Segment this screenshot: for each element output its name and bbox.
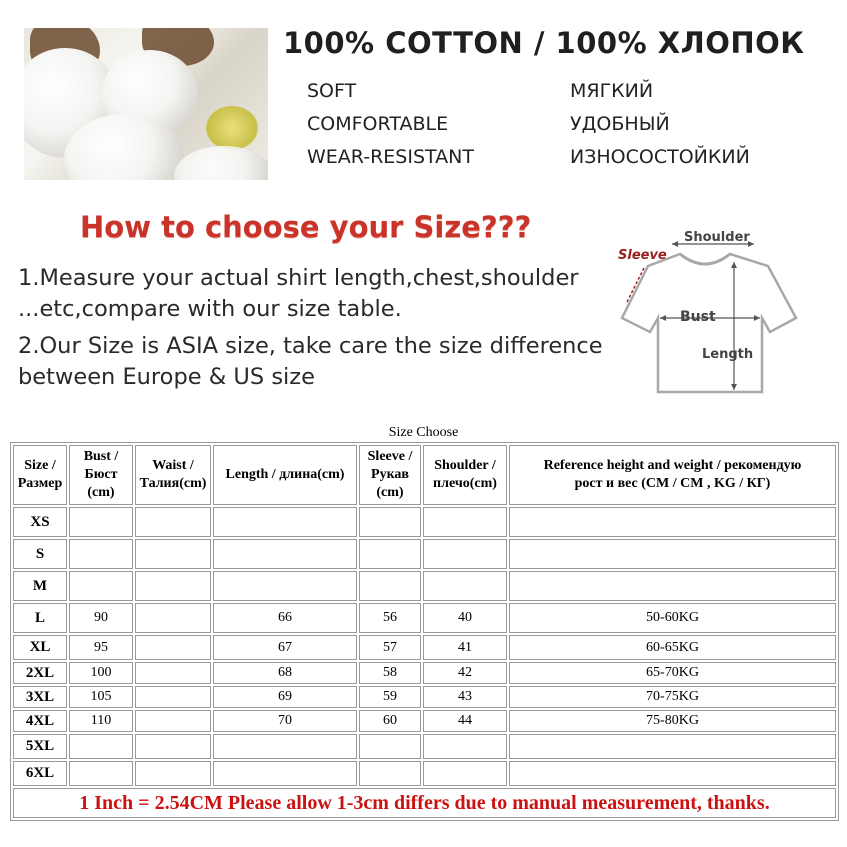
cell-shoulder: 41	[423, 635, 507, 660]
cell-sleeve	[359, 571, 421, 601]
cell-bust	[69, 761, 133, 786]
header-size: Size / Размер	[13, 445, 67, 505]
cell-sleeve	[359, 507, 421, 537]
cell-bust	[69, 571, 133, 601]
cell-reference	[509, 734, 836, 759]
cell-shoulder: 44	[423, 710, 507, 732]
table-row	[13, 662, 836, 684]
cell-waist	[135, 539, 211, 569]
header-length: Length / длина(cm)	[213, 445, 357, 505]
instruction-line-4: between Europe & US size	[18, 364, 315, 390]
cell-reference: 50-60KG	[509, 603, 836, 633]
cell-waist	[135, 662, 211, 684]
cell-length	[213, 539, 357, 569]
diagram-label-bust: Bust	[680, 309, 716, 325]
cell-waist	[135, 734, 211, 759]
table-row	[13, 603, 836, 633]
cell-size: S	[13, 539, 67, 569]
size-chart-table	[10, 442, 839, 821]
cell-bust: 105	[69, 686, 133, 708]
cell-reference	[509, 539, 836, 569]
header-bust: Bust / Бюст (cm)	[69, 445, 133, 505]
feature-en-comfortable: COMFORTABLE	[307, 113, 449, 135]
table-row	[13, 507, 836, 537]
table-caption: Size Choose	[388, 425, 459, 440]
cell-size: 6XL	[13, 761, 67, 786]
cell-length: 68	[213, 662, 357, 684]
table-row	[13, 734, 836, 759]
cotton-photo	[24, 28, 268, 180]
cell-shoulder	[423, 734, 507, 759]
header-shoulder: Shoulder / плечо(cm)	[423, 445, 507, 505]
cell-size: M	[13, 571, 67, 601]
cell-length: 67	[213, 635, 357, 660]
cell-shoulder	[423, 507, 507, 537]
table-row	[13, 571, 836, 601]
cell-shoulder	[423, 539, 507, 569]
cell-length	[213, 507, 357, 537]
diagram-label-length: Length	[702, 347, 754, 362]
cell-waist	[135, 635, 211, 660]
cell-sleeve: 57	[359, 635, 421, 660]
cell-waist	[135, 571, 211, 601]
table-row	[13, 761, 836, 786]
cell-length	[213, 571, 357, 601]
cell-length: 69	[213, 686, 357, 708]
feature-ru-comfortable: УДОБНЫЙ	[570, 113, 670, 135]
table-row	[13, 686, 836, 708]
cell-reference	[509, 761, 836, 786]
cell-length: 66	[213, 603, 357, 633]
table-row	[13, 635, 836, 660]
cell-bust	[69, 734, 133, 759]
diagram-label-shoulder: Shoulder	[684, 230, 750, 245]
table-note-row	[13, 788, 836, 818]
cell-reference	[509, 571, 836, 601]
cell-sleeve: 59	[359, 686, 421, 708]
cell-length	[213, 734, 357, 759]
cell-shoulder	[423, 571, 507, 601]
measurement-note: 1 Inch = 2.54CM Please allow 1-3cm differs due to manual measurement, thanks.	[13, 788, 836, 818]
cell-bust: 90	[69, 603, 133, 633]
table-row	[13, 710, 836, 732]
header-sleeve: Sleeve / Рукав (cm)	[359, 445, 421, 505]
cell-waist	[135, 603, 211, 633]
size-guide-title: How to choose your Size???	[80, 210, 532, 244]
cell-length	[213, 761, 357, 786]
cell-reference: 75-80KG	[509, 710, 836, 732]
cell-size: 2XL	[13, 662, 67, 684]
diagram-label-sleeve: Sleeve	[618, 248, 667, 263]
cell-sleeve	[359, 734, 421, 759]
cell-bust: 100	[69, 662, 133, 684]
cell-size: 4XL	[13, 710, 67, 732]
cell-waist	[135, 761, 211, 786]
instruction-line-2: ...etc,compare with our size table.	[18, 296, 402, 322]
cell-waist	[135, 710, 211, 732]
cell-reference: 60-65KG	[509, 635, 836, 660]
cell-shoulder: 40	[423, 603, 507, 633]
header-reference: Reference height and weight / рекомендую рост и вес (CM / CM , KG / КГ)	[509, 445, 836, 505]
cell-sleeve: 58	[359, 662, 421, 684]
cell-size: L	[13, 603, 67, 633]
cell-size: XS	[13, 507, 67, 537]
table-header-row	[13, 445, 836, 505]
feature-ru-soft: МЯГКИЙ	[570, 80, 654, 102]
cell-sleeve	[359, 761, 421, 786]
cell-reference: 65-70KG	[509, 662, 836, 684]
cell-sleeve: 56	[359, 603, 421, 633]
feature-ru-wear-resistant: ИЗНОСОСТОЙКИЙ	[570, 146, 750, 168]
header-waist: Waist / Талия(cm)	[135, 445, 211, 505]
cell-bust: 95	[69, 635, 133, 660]
cell-bust	[69, 539, 133, 569]
cell-reference: 70-75KG	[509, 686, 836, 708]
cell-size: XL	[13, 635, 67, 660]
instruction-line-3: 2.Our Size is ASIA size, take care the size difference	[18, 333, 603, 359]
cell-shoulder	[423, 761, 507, 786]
cell-waist	[135, 507, 211, 537]
cell-bust	[69, 507, 133, 537]
feature-en-soft: SOFT	[307, 80, 357, 102]
instruction-line-1: 1.Measure your actual shirt length,chest,shoulder	[18, 265, 579, 291]
cell-sleeve: 60	[359, 710, 421, 732]
cell-size: 3XL	[13, 686, 67, 708]
cell-reference	[509, 507, 836, 537]
cell-shoulder: 43	[423, 686, 507, 708]
cell-waist	[135, 686, 211, 708]
feature-en-wear-resistant: WEAR-RESISTANT	[307, 146, 474, 168]
cell-bust: 110	[69, 710, 133, 732]
cell-shoulder: 42	[423, 662, 507, 684]
cell-length: 70	[213, 710, 357, 732]
cell-size: 5XL	[13, 734, 67, 759]
table-row	[13, 539, 836, 569]
cell-sleeve	[359, 539, 421, 569]
cotton-headline: 100% COTTON / 100% ХЛОПОК	[283, 26, 805, 60]
